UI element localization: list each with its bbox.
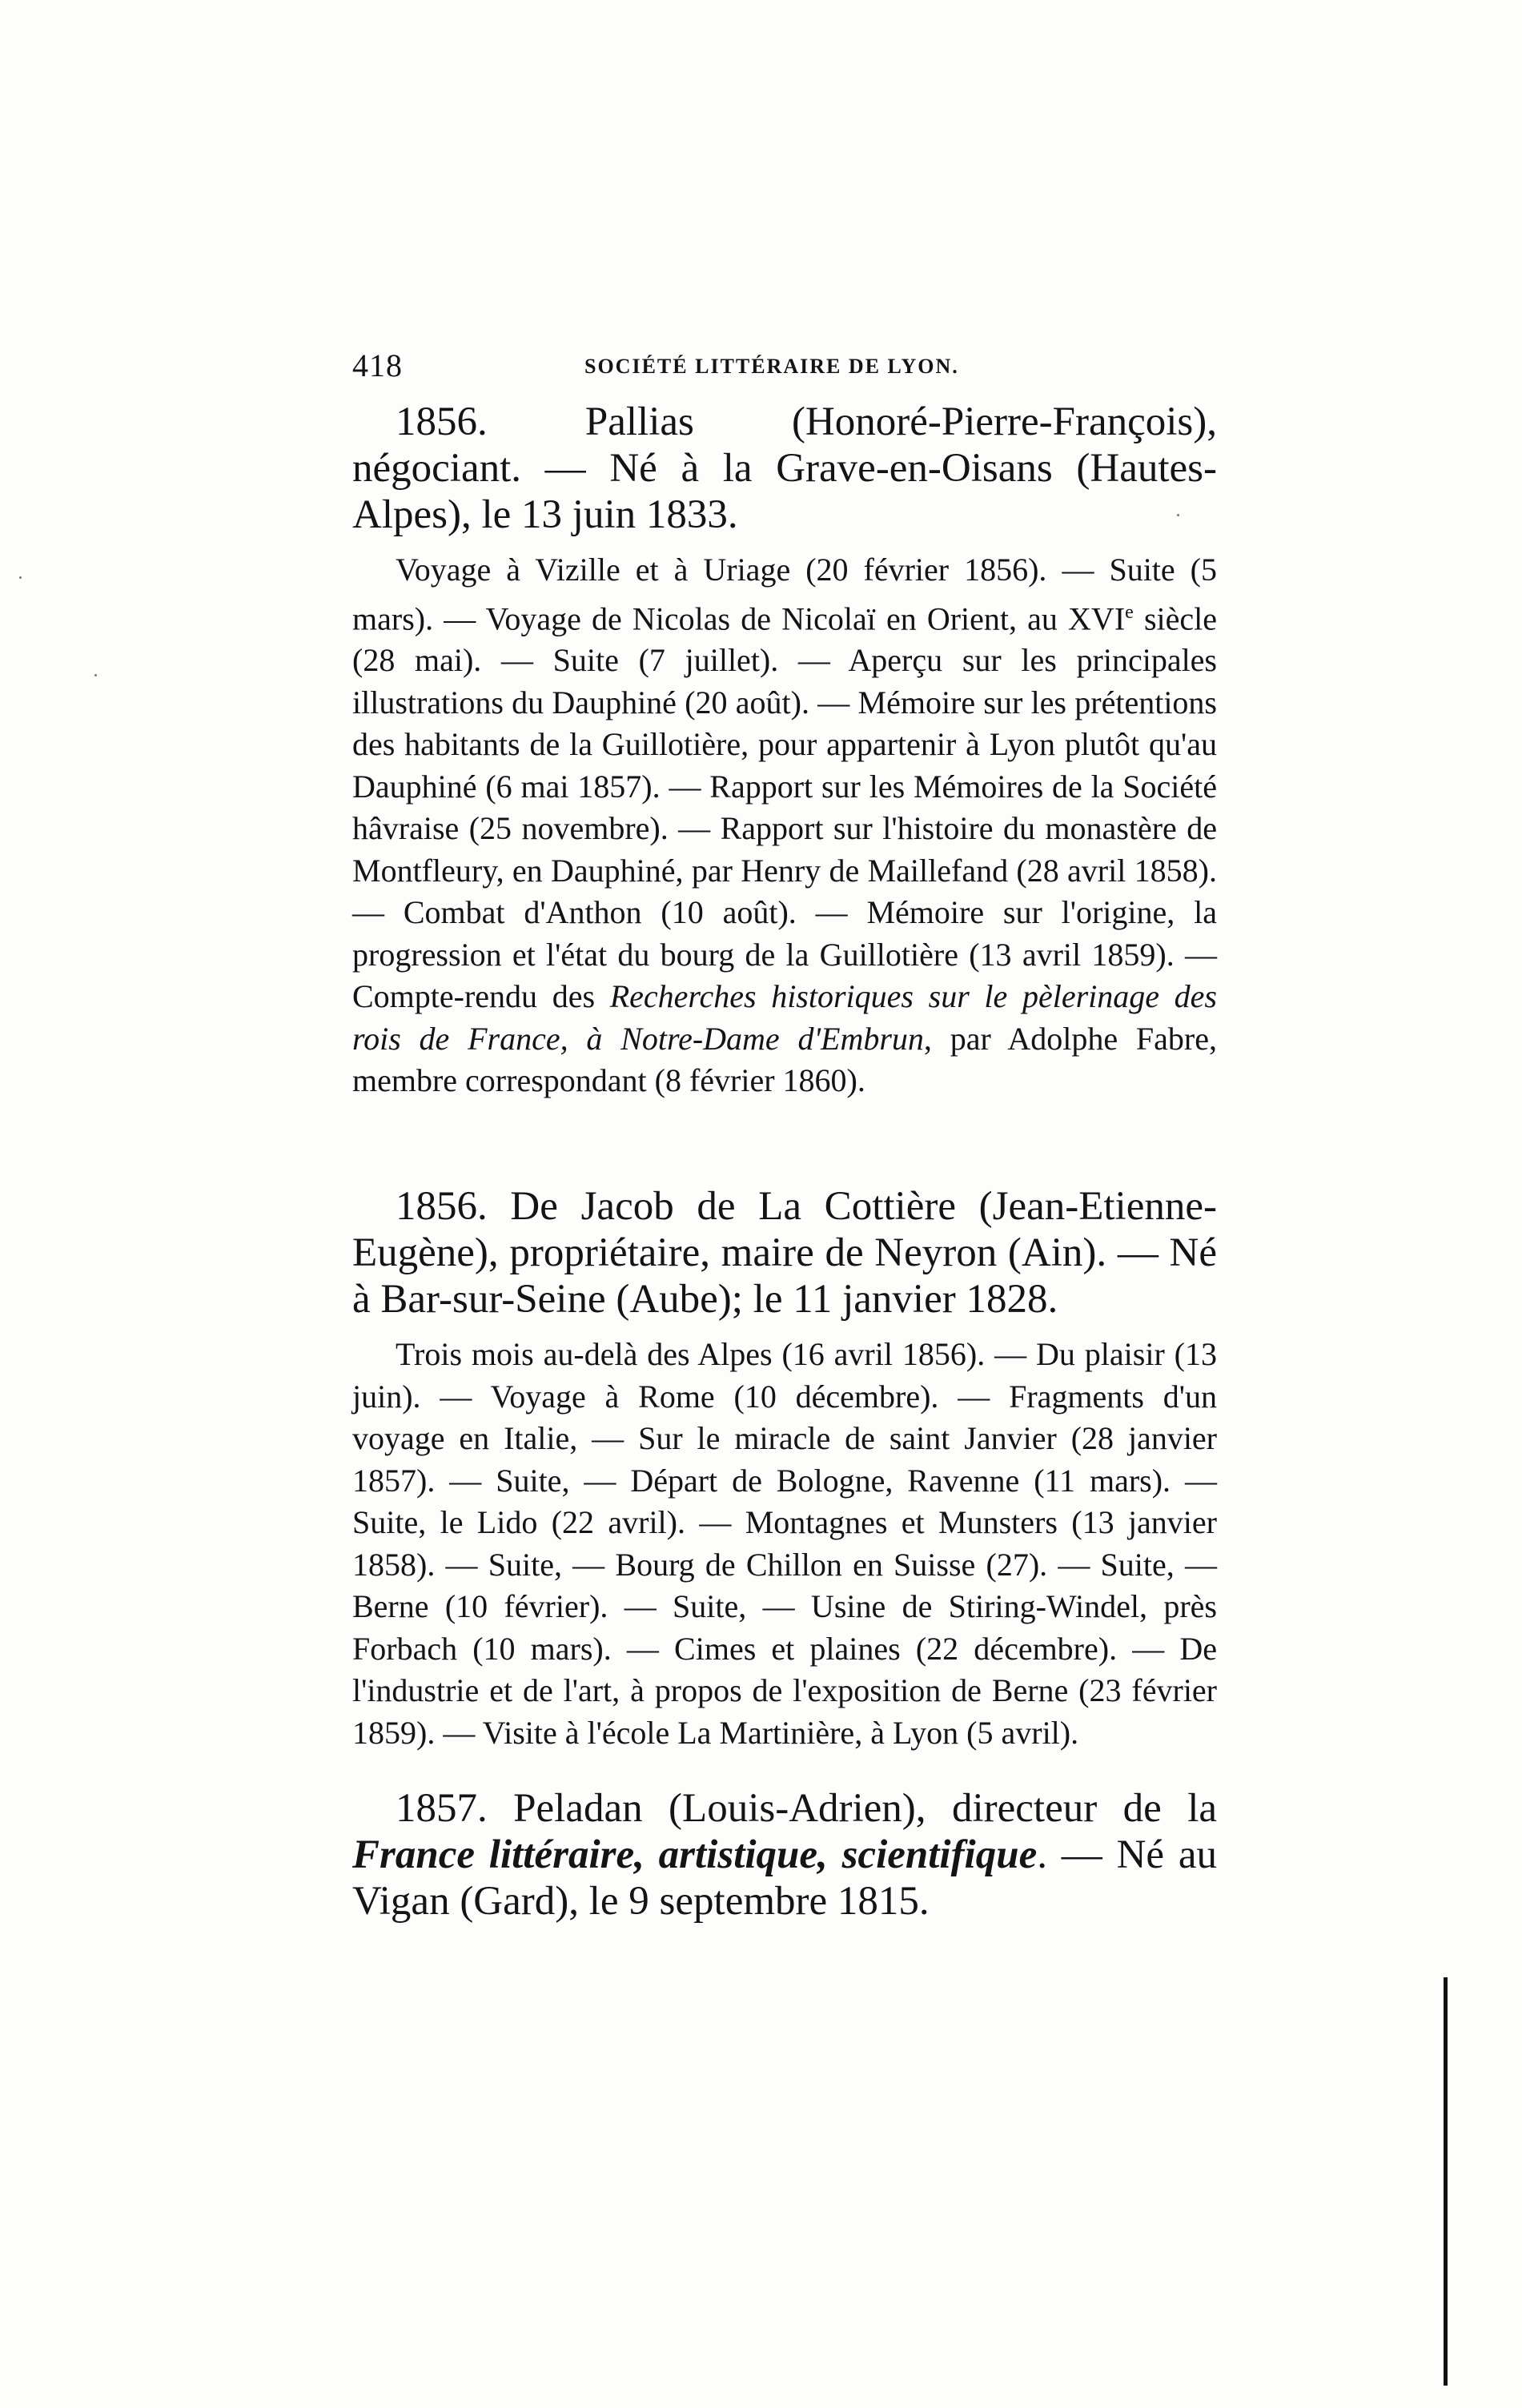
- margin-rule: [1444, 1977, 1448, 2386]
- page-number: 418: [352, 347, 403, 383]
- entry-peladan: [352, 1785, 1217, 1924]
- entry-text-part: , par Adolphe Fabre, membre correspondant (8 février 1860).: [352, 1020, 1217, 1099]
- entry-text: [352, 549, 1217, 1102]
- entry-text: Trois mois au-delà des Alpes (16 avril 1856). — Du plaisir (13 juin). — Voyage à Rome (10 décembre). — Fragments d'un voyage en Italie, — Sur le miracle de saint Janvier (28 janvier 1857). — Suite, — Départ de Bologne, Ravenne (11 mars). — Suite, le Lido (22 avril). — Montagnes et Munsters (13 janvier 1858). — Suite, — Bourg de Chillon en Suisse (27). — Suite, — Berne (10 février). — Suite, — Usine de Stiring-Windel, près Forbach (10 mars). — Cimes et plaines (22 décembre). — De l'industrie et de l'art, à propos de l'exposition de Berne (23 février 1859). — Visite à l'école La Martinière, à Lyon (5 avril).: [352, 1336, 1217, 1751]
- entry-heading-part: . — Né au Vigan (Gard), le 9 septembre 1815.: [352, 1832, 1217, 1924]
- entry-text-part: Voyage à Vizille et à Uriage (20 février 1856). — Suite (5 mars). — Voyage de Nicolas de Nicolaï en Orient, au XVI: [352, 552, 1217, 636]
- entry-text-part: siècle (28 mai). — Suite (7 juillet). — Aperçu sur les principales illustrations du Dauphiné (20 août). — Mémoire sur les prétentions des habitants de la Guillotière, pour appartenir à Lyon plutôt qu'au Dauphiné (6 mai 1857). — Rapport sur les Mémoires de la Société hâvraise (25 novembre). — Rapport sur l'histoire du monastère de Montfleury, en Dauphiné, par Henry de Maillefand (28 avril 1858). — Combat d'Anthon (10 août). — Mémoire sur l'origine, la progression et l'état du bourg de la Guillotière (13 avril 1859). — Compte-rendu des: [352, 600, 1218, 1015]
- journal-title: France littéraire, artistique, scientifique: [352, 1832, 1038, 1877]
- superscript: e: [1125, 601, 1134, 623]
- scan-speck: [94, 674, 97, 676]
- running-title: SOCIÉTÉ LITTÉRAIRE DE LYON.: [584, 355, 959, 378]
- page-header: [352, 346, 1009, 386]
- cited-title: Recherches historiques sur le pèlerinage des rois de France, à Notre-Dame d'Embrun: [352, 978, 1217, 1057]
- entry-heading: 1856. De Jacob de La Cottière (Jean-Etienne-Eugène), propriétaire, maire de Neyron (Ain). — Né à Bar-sur-Seine (Aube); le 11 janvier 1828.: [352, 1184, 1217, 1322]
- entry-pallias: [352, 399, 1217, 1102]
- scan-speck: [19, 576, 22, 579]
- entry-de-jacob: [352, 1183, 1217, 1754]
- entry-heading-part: 1857. Peladan (Louis-Adrien), directeur de la: [396, 1786, 1217, 1831]
- entry-heading: 1856. Pallias (Honoré-Pierre-François), négociant. — Né à la Grave-en-Oisans (Hautes-Alpes), le 13 juin 1833.: [352, 399, 1217, 537]
- entry-heading: [352, 1785, 1217, 1924]
- scan-speck: [1177, 514, 1179, 516]
